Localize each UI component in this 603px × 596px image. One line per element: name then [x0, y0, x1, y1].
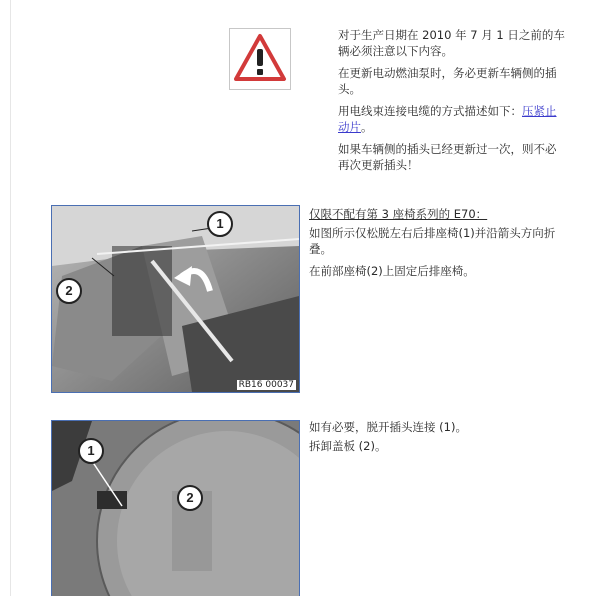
rear-seat-figure	[51, 205, 300, 393]
step-2-text	[309, 419, 567, 460]
figure-2-callout-1: 1	[78, 438, 104, 464]
warning-line-1: 对于生产日期在 2010 年 7 月 1 日之前的车辆必须注意以下内容。	[338, 28, 565, 58]
figure-1-code: RB16 00037	[238, 380, 294, 390]
step-1-text	[309, 206, 567, 285]
warning-triangle-icon	[230, 29, 290, 89]
step-1-para-2: 在前部座椅(2)上固定后排座椅。	[309, 264, 475, 278]
warning-box	[229, 28, 291, 90]
cover-plate-figure	[51, 420, 300, 596]
figure-2-callout-2: 2	[177, 485, 203, 511]
warning-line-4: 如果车辆侧的插头已经更新过一次，则不必再次更新插头！	[338, 142, 557, 172]
page-margin-line	[10, 0, 11, 596]
figure-1-callout-2: 2	[56, 278, 82, 304]
warning-line-2: 在更新电动燃油泵时，务必更新车辆侧的插头。	[338, 66, 557, 96]
step-2-para-1: 如有必要，脱开插头连接 (1)。	[309, 420, 467, 434]
press-retaining-tab-link[interactable]: 压紧止动片	[338, 104, 557, 134]
step-1-heading: 仅限不配有第 3 座椅系列的 E70：	[309, 207, 488, 221]
warning-line-3-prefix: 用电线束连接电缆的方式描述如下：	[338, 104, 522, 118]
figure-1-callout-1: 1	[207, 211, 233, 237]
step-2-para-2: 拆卸盖板 (2)。	[309, 439, 387, 453]
warning-line-3	[338, 103, 566, 135]
warning-text	[338, 27, 566, 179]
step-1-para-1: 如图所示仅松脱左右后排座椅(1)并沿箭头方向折叠。	[309, 226, 556, 256]
warning-line-3-suffix: 。	[361, 120, 373, 134]
